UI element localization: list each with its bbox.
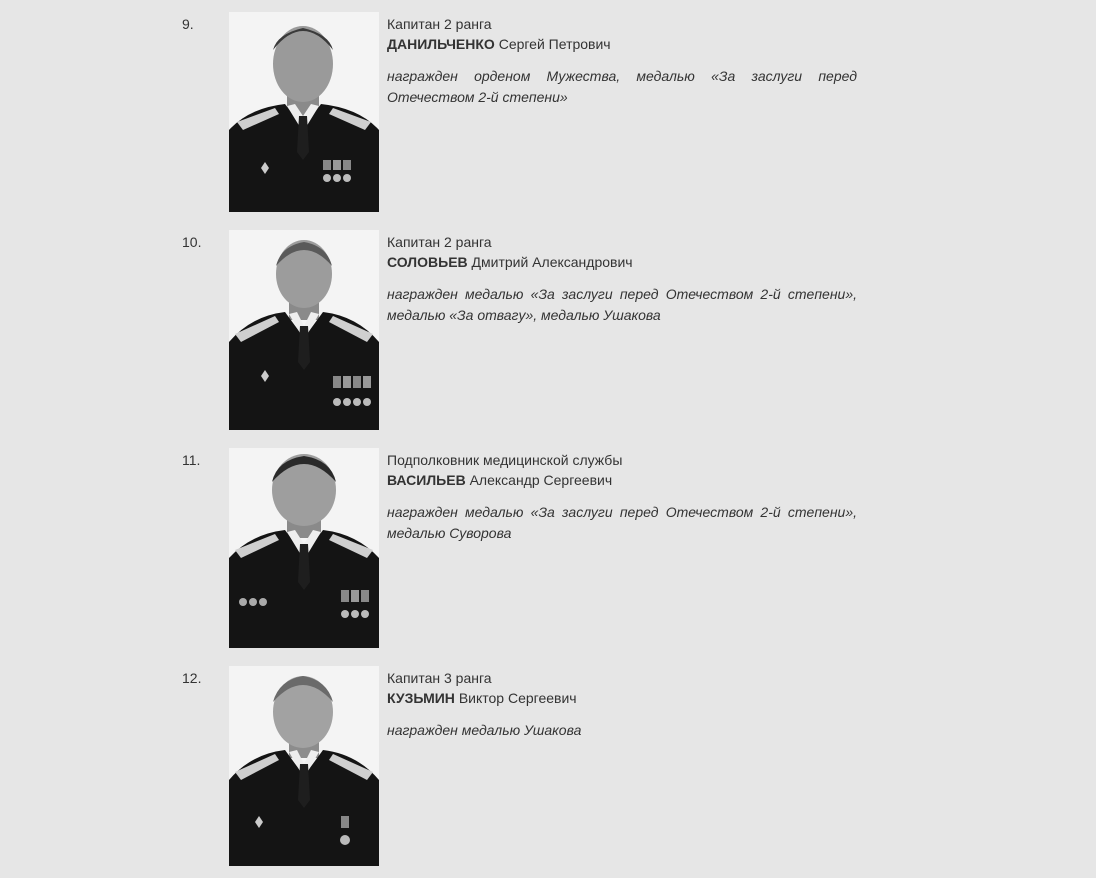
entry-number: 11. <box>182 452 201 468</box>
portrait-image <box>229 230 379 430</box>
given-names: Виктор Сергеевич <box>458 690 577 706</box>
given-names: Сергей Петрович <box>498 36 611 52</box>
portrait-image <box>229 12 379 212</box>
surname: КУЗЬМИН <box>387 690 455 706</box>
entry-number: 10. <box>182 234 202 250</box>
list-item <box>0 232 1096 442</box>
rank-label: Капитан 3 ранга <box>387 670 492 686</box>
surname: ВАСИЛЬЕВ <box>387 472 466 488</box>
award-text: награжден медалью «За заслуги перед Отечеством 2-й степени», медалью «За отвагу», медалью Ушакова <box>387 286 857 323</box>
rank-label: Капитан 2 ранга <box>387 16 492 32</box>
entry-info <box>387 668 857 741</box>
rank-label: Подполковник медицинской службы <box>387 452 623 468</box>
given-names: Дмитрий Александрович <box>471 254 633 270</box>
list-item <box>0 668 1096 878</box>
full-name <box>387 34 857 54</box>
portrait-photo <box>229 666 379 866</box>
award-text: награжден медалью «За заслуги перед Отечеством 2-й степени», медалью Суворова <box>387 504 857 541</box>
portrait-photo <box>229 230 379 430</box>
rank-label: Капитан 2 ранга <box>387 234 492 250</box>
list-item <box>0 450 1096 660</box>
given-names: Александр Сергеевич <box>469 472 613 488</box>
entry-number: 12. <box>182 670 202 686</box>
entry-info <box>387 14 857 108</box>
entry-info <box>387 232 857 326</box>
list-item <box>0 14 1096 224</box>
full-name <box>387 688 857 708</box>
surname: ДАНИЛЬЧЕНКО <box>387 36 495 52</box>
entry-number: 9. <box>182 16 194 32</box>
portrait-image <box>229 448 379 648</box>
surname: СОЛОВЬЕВ <box>387 254 468 270</box>
full-name <box>387 252 857 272</box>
portrait-photo <box>229 12 379 212</box>
award-text: награжден орденом Мужества, медалью «За заслуги перед Отечеством 2-й степени» <box>387 68 857 105</box>
portrait-image <box>229 666 379 866</box>
portrait-photo <box>229 448 379 648</box>
award-text: награжден медалью Ушакова <box>387 722 582 738</box>
entry-info <box>387 450 857 544</box>
full-name <box>387 470 857 490</box>
